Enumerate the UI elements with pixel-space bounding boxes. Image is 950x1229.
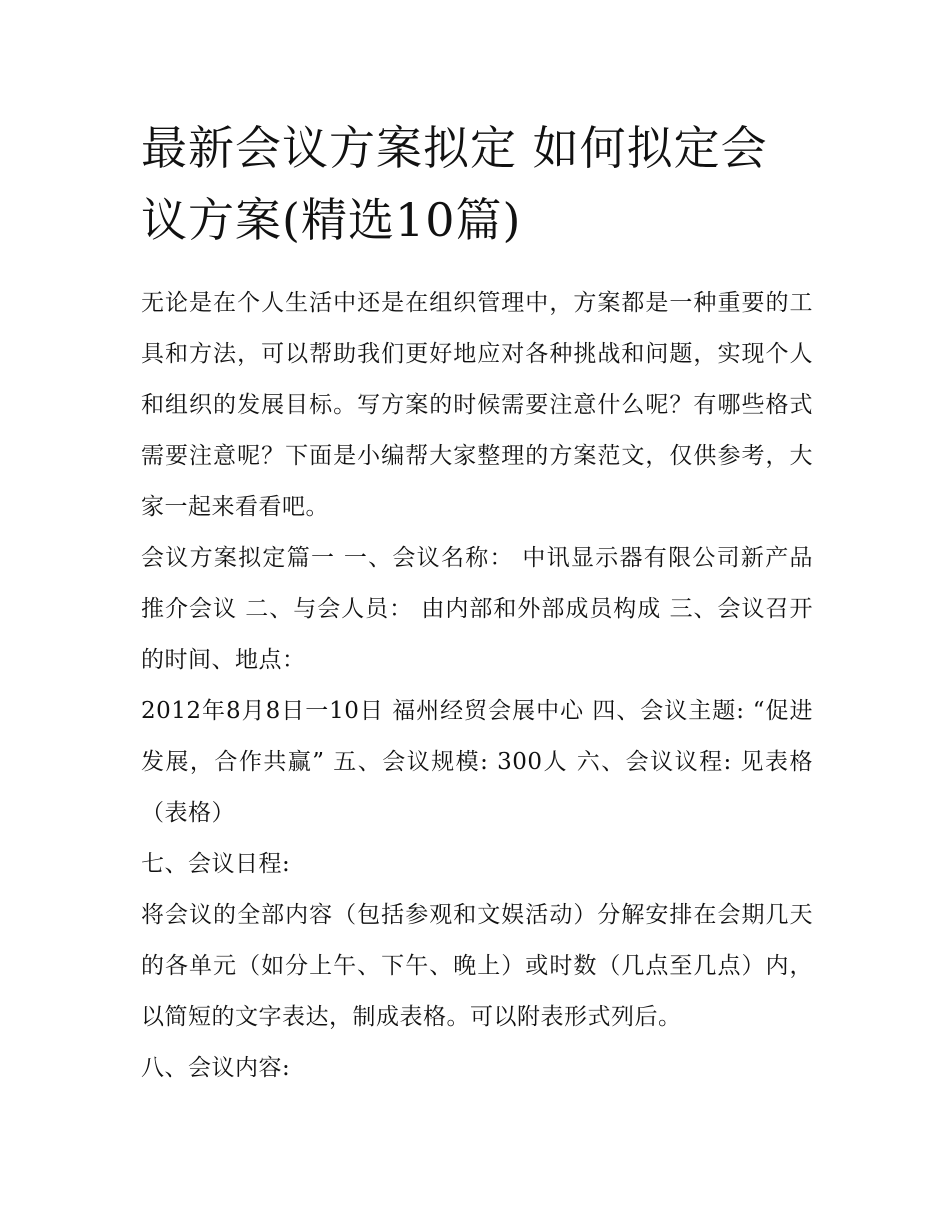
document-page <box>141 112 813 1094</box>
document-body <box>141 278 813 1094</box>
schedule-paragraph: 将会议的全部内容（包括参观和文娱活动）分解安排在会期几天的各单元（如分上午、下午、晚上）或时数（几点至几点）内，以简短的文字表达，制成表格。可以附表形式列后。 <box>141 902 813 1030</box>
intro-paragraph: 无论是在个人生活中还是在组织管理中，方案都是一种重要的工具和方法，可以帮助我们更好地应对各种挑战和问题，实现个人和组织的发展目标。写方案的时候需要注意什么呢？有哪些格式需要注意呢？下面是小编帮大家整理的方案范文，仅供参考，大家一起来看看吧。 <box>141 290 813 520</box>
content-heading: 八、会议内容: <box>141 1055 291 1081</box>
meeting-details-paragraph: 2012年8月8日一10日 福州经贸会展中心 四、会议主题: “促进发展，合作共赢” 五、会议规模: 300人 六、会议议程: 见表格（表格） <box>141 698 813 826</box>
meeting-plan-paragraph: 会议方案拟定篇一 一、会议名称： 中讯显示器有限公司新产品推介会议 二、与会人员： 由内部和外部成员构成 三、会议召开的时间、地点： <box>141 545 813 673</box>
document-title: 最新会议方案拟定 如何拟定会议方案(精选10篇) <box>141 121 768 247</box>
schedule-heading: 七、会议日程: <box>141 851 291 877</box>
